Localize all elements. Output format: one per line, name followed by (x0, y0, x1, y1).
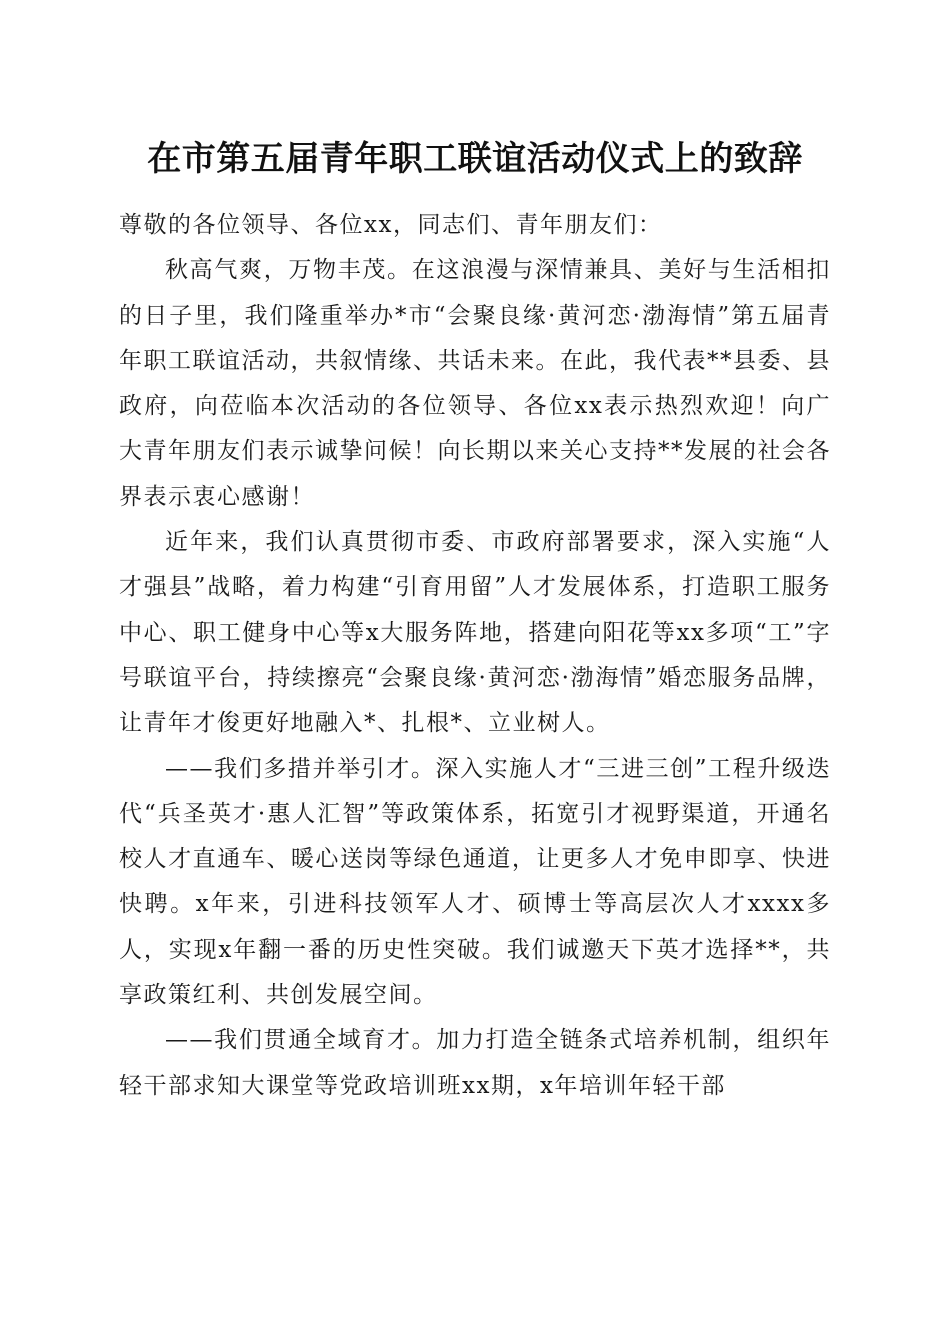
paragraph-attract-talent: ——我们多措并举引才。深入实施人才“三进三创”工程升级迭代“兵圣英才·惠人汇智”等政策体系，拓宽引才视野渠道，开通名校人才直通车、暖心送岗等绿色通道，让更多人才免申即享、快进快聘。x年来，引进科技领军人才、硕博士等高层次人才xxxx多人，实现x年翻一番的历史性突破。我们诚邀天下英才选择**，共享政策红利、共创发展空间。 (119, 755, 831, 1009)
paragraph-cultivate-talent: ——我们贯通全域育才。加力打造全链条式培养机制，组织年轻干部求知大课堂等党政培训班xx期，x年培训年轻干部 (119, 1027, 831, 1099)
paragraph-recent-years: 近年来，我们认真贯彻市委、市政府部署要求，深入实施“人才强县”战略，着力构建“引育用留”人才发展体系，打造职工服务中心、职工健身中心等x大服务阵地，搭建向阳花等xx多项“工”字号联谊平台，持续擦亮“会聚良缘·黄河恋·渤海情”婚恋服务品牌，让青年才俊更好地融入*、扎根*、立业树人。 (119, 529, 831, 737)
salutation: 尊敬的各位领导、各位xx，同志们、青年朋友们： (119, 212, 663, 238)
document-title: 在市第五届青年职工联谊活动仪式上的致辞 (147, 139, 803, 179)
document-body (119, 203, 831, 1109)
paragraph-welcome: 秋高气爽，万物丰茂。在这浪漫与深情兼具、美好与生活相扣的日子里，我们隆重举办*市“会聚良缘·黄河恋·渤海情”第五届青年职工联谊活动，共叙情缘、共话未来。在此，我代表**县委、县政府，向莅临本次活动的各位领导、各位xx表示热烈欢迎！向广大青年朋友们表示诚挚问候！向长期以来关心支持**发展的社会各界表示衷心感谢！ (119, 257, 831, 510)
